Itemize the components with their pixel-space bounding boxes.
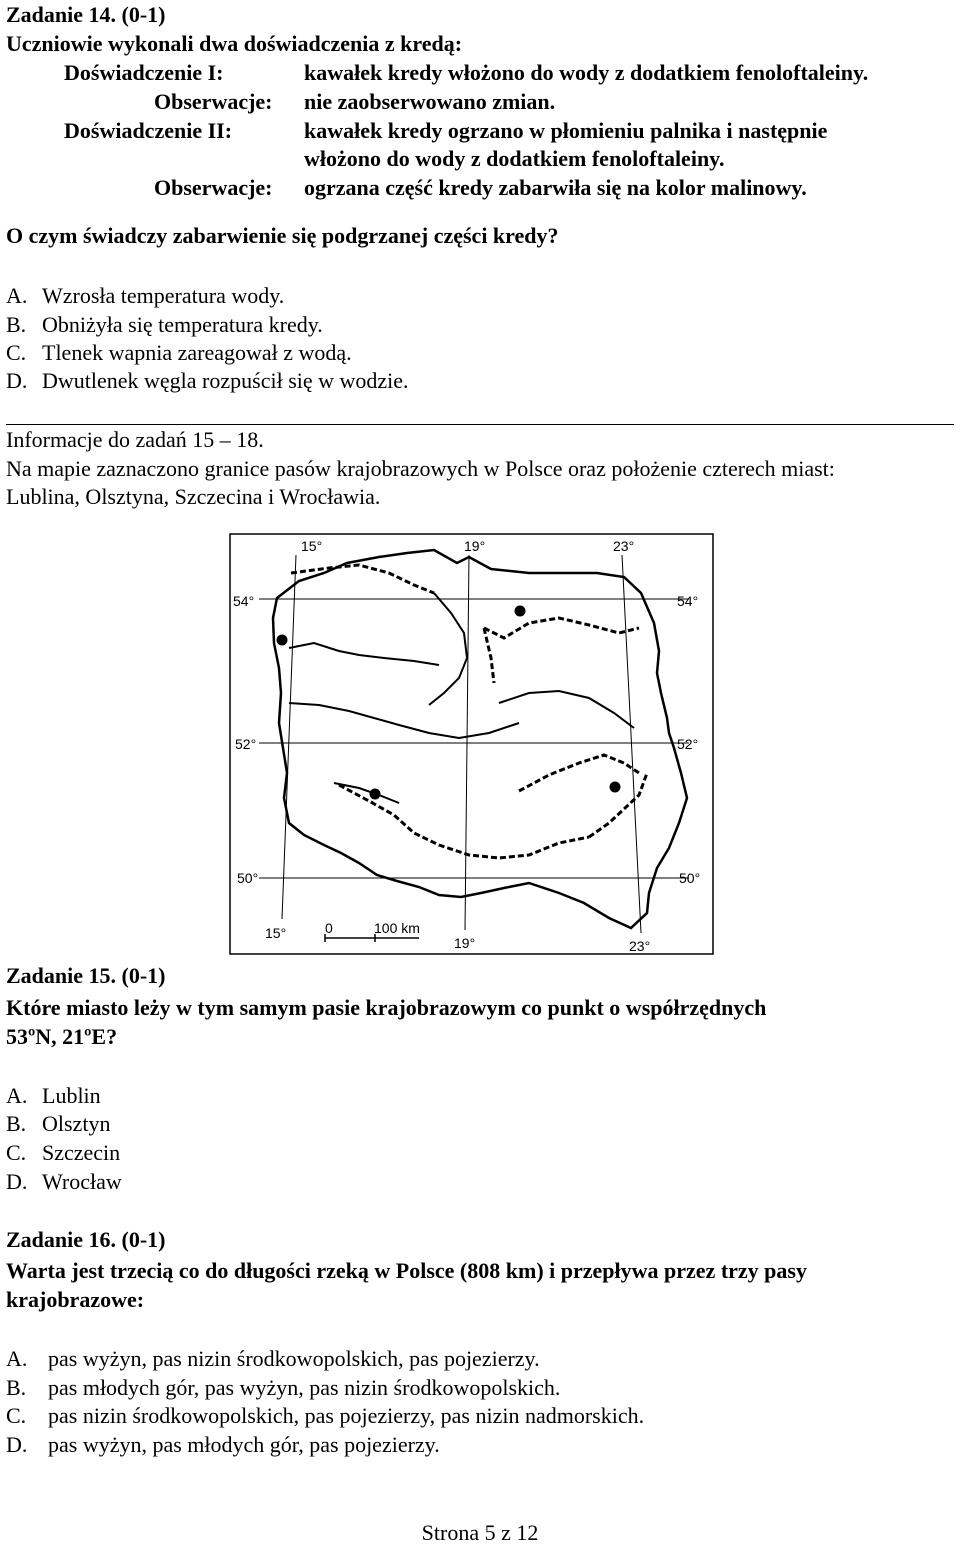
lat-left-52: 52°: [235, 736, 257, 752]
option-text: Obniżyła się temperatura kredy.: [42, 312, 323, 337]
lon-top-19: 19°: [464, 538, 486, 554]
city-dot-lublin: [610, 782, 621, 793]
task14-option-c[interactable]: [6, 340, 352, 366]
lat-right-52: 52°: [677, 736, 699, 752]
task15-option-d[interactable]: [6, 1169, 122, 1195]
obs1-label: Obserwacje:: [154, 89, 273, 114]
scale-zero: 0: [325, 920, 333, 936]
info-line1: Na mapie zaznaczono granice pasów krajobrazowych w Polsce oraz położenie czterech miast:: [6, 456, 835, 481]
option-letter: B.: [6, 1111, 27, 1136]
lon-bottom-19: 19°: [454, 935, 476, 951]
option-text: Olsztyn: [42, 1111, 111, 1136]
option-text: pas wyżyn, pas młodych gór, pas pojezierzy.: [48, 1432, 440, 1457]
exp1-label: Doświadczenie I:: [64, 60, 224, 85]
option-letter: A.: [6, 1083, 28, 1108]
option-text: Dwutlenek węgla rozpuścił się w wodzie.: [42, 368, 409, 393]
task15-question-line1: Które miasto leży w tym samym pasie krajobrazowym co punkt o współrzędnych: [6, 995, 767, 1020]
option-text: Wrocław: [42, 1169, 122, 1194]
option-text: pas wyżyn, pas nizin środkowopolskich, pas pojezierzy.: [48, 1346, 540, 1371]
option-letter: A.: [6, 1346, 28, 1371]
lat-left-50: 50°: [237, 870, 259, 886]
task14-option-b[interactable]: [6, 312, 323, 338]
scale-label: 100 km: [374, 920, 420, 936]
exp2-text-line2: włożono do wody z dodatkiem fenoloftaleiny.: [304, 146, 725, 171]
task14-option-a[interactable]: [6, 283, 284, 309]
info-heading: Informacje do zadań 15 – 18.: [6, 427, 264, 452]
task15-option-b[interactable]: [6, 1111, 110, 1137]
option-letter: A.: [6, 283, 28, 308]
option-letter: D.: [6, 368, 28, 393]
lon-top-15: 15°: [301, 538, 323, 554]
option-letter: D.: [6, 1432, 28, 1457]
option-letter: C.: [6, 340, 27, 365]
option-text: Szczecin: [42, 1140, 121, 1165]
option-text: Tlenek wapnia zareagował z wodą.: [42, 340, 352, 365]
task15-option-c[interactable]: [6, 1140, 120, 1166]
task16-option-b[interactable]: [6, 1375, 560, 1401]
city-dot-szczecin: [277, 635, 288, 646]
task16-option-c[interactable]: [6, 1403, 644, 1429]
task16-option-a[interactable]: [6, 1346, 540, 1372]
task16-question-line1: Warta jest trzecią co do długości rzeką w Polsce (808 km) i przepływa przez trzy pasy: [6, 1258, 807, 1283]
city-dot-wroclaw: [370, 789, 381, 800]
lat-right-54: 54°: [677, 593, 699, 609]
task14-question: O czym świadczy zabarwienie się podgrzanej części kredy?: [6, 223, 559, 248]
option-letter: B.: [6, 312, 27, 337]
obs1-text: nie zaobserwowano zmian.: [304, 89, 556, 114]
option-text: Wzrosła temperatura wody.: [42, 283, 285, 308]
map-frame: [230, 534, 713, 954]
lon-bottom-23: 23°: [629, 938, 651, 954]
task14-header: Zadanie 14. (0-1): [6, 2, 166, 27]
task16-header: Zadanie 16. (0-1): [6, 1227, 166, 1252]
section-divider: [6, 424, 954, 425]
task16-question-line2: krajobrazowe:: [6, 1287, 145, 1312]
option-letter: C.: [6, 1403, 27, 1428]
city-dot-olsztyn: [515, 606, 526, 617]
obs2-text: ogrzana część kredy zabarwiła się na kolor malinowy.: [304, 175, 807, 200]
exp2-label: Doświadczenie II:: [64, 118, 233, 143]
task15-question-line2: 53ºN, 21ºE?: [6, 1024, 118, 1049]
option-letter: C.: [6, 1140, 27, 1165]
lon-top-23: 23°: [613, 538, 635, 554]
task14-intro: Uczniowie wykonali dwa doświadczenia z kredą:: [6, 31, 463, 56]
page-number: Strona 5 z 12: [421, 1520, 539, 1545]
exp2-text-line1: kawałek kredy ogrzano w płomieniu palnika i następnie: [304, 118, 828, 143]
option-letter: B.: [6, 1375, 27, 1400]
lat-left-54: 54°: [233, 593, 255, 609]
obs2-label: Obserwacje:: [154, 175, 273, 200]
poland-landscape-map: [229, 533, 714, 955]
task15-header: Zadanie 15. (0-1): [6, 963, 166, 988]
option-text: pas nizin środkowopolskich, pas pojezierzy, pas nizin nadmorskich.: [48, 1403, 645, 1428]
option-text: pas młodych gór, pas wyżyn, pas nizin środkowopolskich.: [48, 1375, 561, 1400]
task16-option-d[interactable]: [6, 1432, 440, 1458]
lat-right-50: 50°: [679, 870, 701, 886]
option-letter: D.: [6, 1169, 28, 1194]
task15-option-a[interactable]: [6, 1083, 101, 1109]
exp1-text: kawałek kredy włożono do wody z dodatkiem fenoloftaleiny.: [304, 60, 869, 85]
task14-option-d[interactable]: [6, 368, 409, 394]
option-text: Lublin: [42, 1083, 101, 1108]
lon-bottom-15: 15°: [265, 925, 287, 941]
info-line2: Lublina, Olsztyna, Szczecina i Wrocławia.: [6, 484, 381, 509]
